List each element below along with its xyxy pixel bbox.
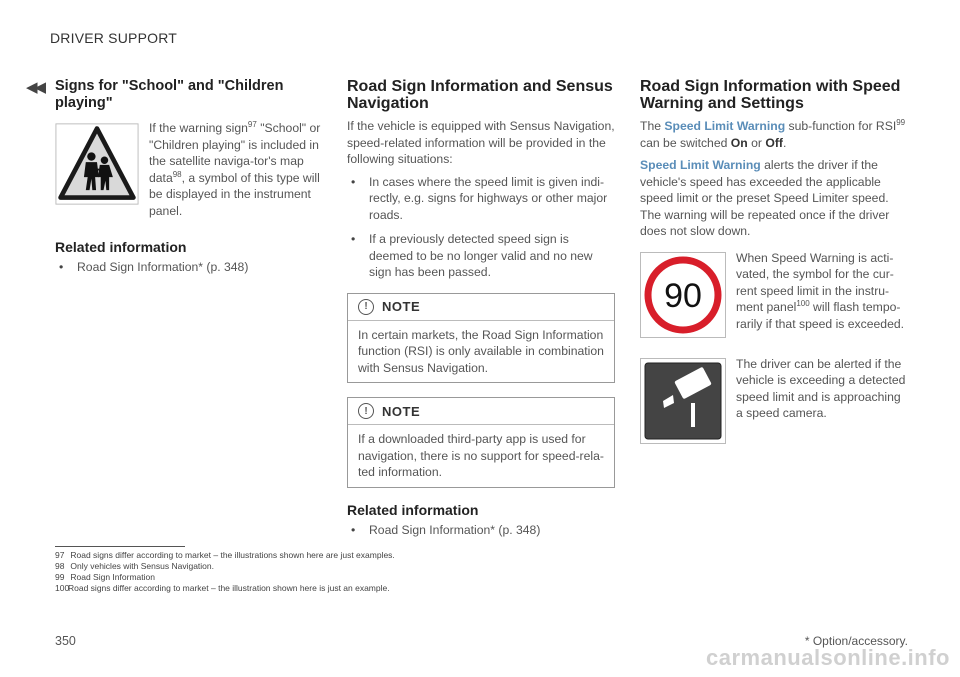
info-icon: ! xyxy=(358,299,374,315)
footnote: 99 Road Sign Information xyxy=(55,572,155,582)
section-header: DRIVER SUPPORT xyxy=(50,30,178,46)
info-icon: ! xyxy=(358,403,374,419)
footnotes xyxy=(55,550,395,594)
sensus-title: Road Sign Information and Sensus Navigation xyxy=(347,78,613,112)
related-info-title-2: Related information xyxy=(347,501,479,518)
school-sign-image xyxy=(55,122,139,206)
speed-warning-title: Road Sign Information with Speed Warning and Settings xyxy=(640,78,901,112)
speed-limit-value: 90 xyxy=(664,276,702,315)
footnote: 97 Road signs differ according to market – the illustrations shown here are just examples. xyxy=(55,550,395,560)
speed-camera-sign-image xyxy=(640,358,726,444)
speed-limit-90-icon xyxy=(643,255,723,335)
speed-limit-warning-term: Speed Limit Warning xyxy=(664,119,786,133)
speed-warning-p1: The Speed Limit Warning sub-function for RSI$^{99}$ can be switched On or Off. xyxy=(640,117,906,150)
school-signs-paragraph: If the warning sign$^{97}$ "School" or "Children playing" is included in the satellite naviga-tor's map data$^{98}$, a symbol of this type will be displayed in the instrument panel. xyxy=(149,119,321,218)
sensus-bullet-list xyxy=(347,174,615,281)
watermark: carmanualsonline.info xyxy=(706,645,950,670)
footnote: 98 Only vehicles with Sensus Navigation. xyxy=(55,561,214,571)
note-title: NOTE xyxy=(382,299,421,314)
column-school-signs xyxy=(55,78,323,284)
column-sensus-navigation xyxy=(347,78,615,546)
back-arrows-icon[interactable]: ◀◀ xyxy=(26,79,44,96)
speed-warning-p3: When Speed Warning is acti-vated, the symbol for the cur-rent speed limit in the instru-ment panel$^{100}$ will flash tempo-rarily if that speed is exceeded. xyxy=(736,250,905,331)
related-link[interactable]: • Road Sign Information* (p. 348) xyxy=(347,522,615,539)
sensus-intro: If the vehicle is equipped with Sensus Navigation, speed-related information will be provided in the following situations: xyxy=(347,119,615,166)
option-accessory-note: * Option/accessory. xyxy=(804,634,908,648)
speed-warning-p2: Speed Limit Warning alerts the driver if the vehicle's speed has exceeded the applicable speed limit or the preset Speed Limiter speed. The warning will be repeated once if the driver does not slow down. xyxy=(640,158,890,238)
speed-limit-sign-image xyxy=(640,252,726,338)
note-box-1 xyxy=(347,293,615,384)
list-item: • In cases where the speed limit is given indi-rectly, e.g. signs for highways or other major roads. xyxy=(347,174,615,224)
note-body: In certain markets, the Road Sign Information function (RSI) is only available in combination with Sensus Navigation. xyxy=(358,327,604,375)
related-link[interactable]: • Road Sign Information* (p. 348) xyxy=(55,259,323,276)
speed-camera-icon xyxy=(643,361,723,441)
note-body: If a downloaded third-party app is used for navigation, there is no support for speed-rela-ted information. xyxy=(358,432,604,479)
related-info-title-1: Related information xyxy=(55,239,187,255)
speed-warning-p4: The driver can be alerted if the vehicle is exceeding a detected speed limit and is approaching a speed camera. xyxy=(736,356,906,420)
list-item: • If a previously detected speed sign is deemed to be no longer valid and no new sign has been passed. xyxy=(347,231,615,281)
speed-limit-warning-term: Speed Limit Warning xyxy=(640,158,761,172)
children-crossing-icon xyxy=(55,120,139,208)
note-box-2 xyxy=(347,397,615,488)
column-speed-warning xyxy=(640,78,908,448)
note-title: NOTE xyxy=(382,403,421,419)
footnote-divider xyxy=(55,546,185,547)
school-signs-title: Signs for "School" and "Children playing" xyxy=(55,78,284,111)
related-info-list-2 xyxy=(347,522,615,539)
footnote: 100Road signs differ according to market – the illustration shown here is just an example. xyxy=(55,583,390,593)
related-info-list-1 xyxy=(55,259,323,276)
page-number: 350 xyxy=(55,634,76,648)
